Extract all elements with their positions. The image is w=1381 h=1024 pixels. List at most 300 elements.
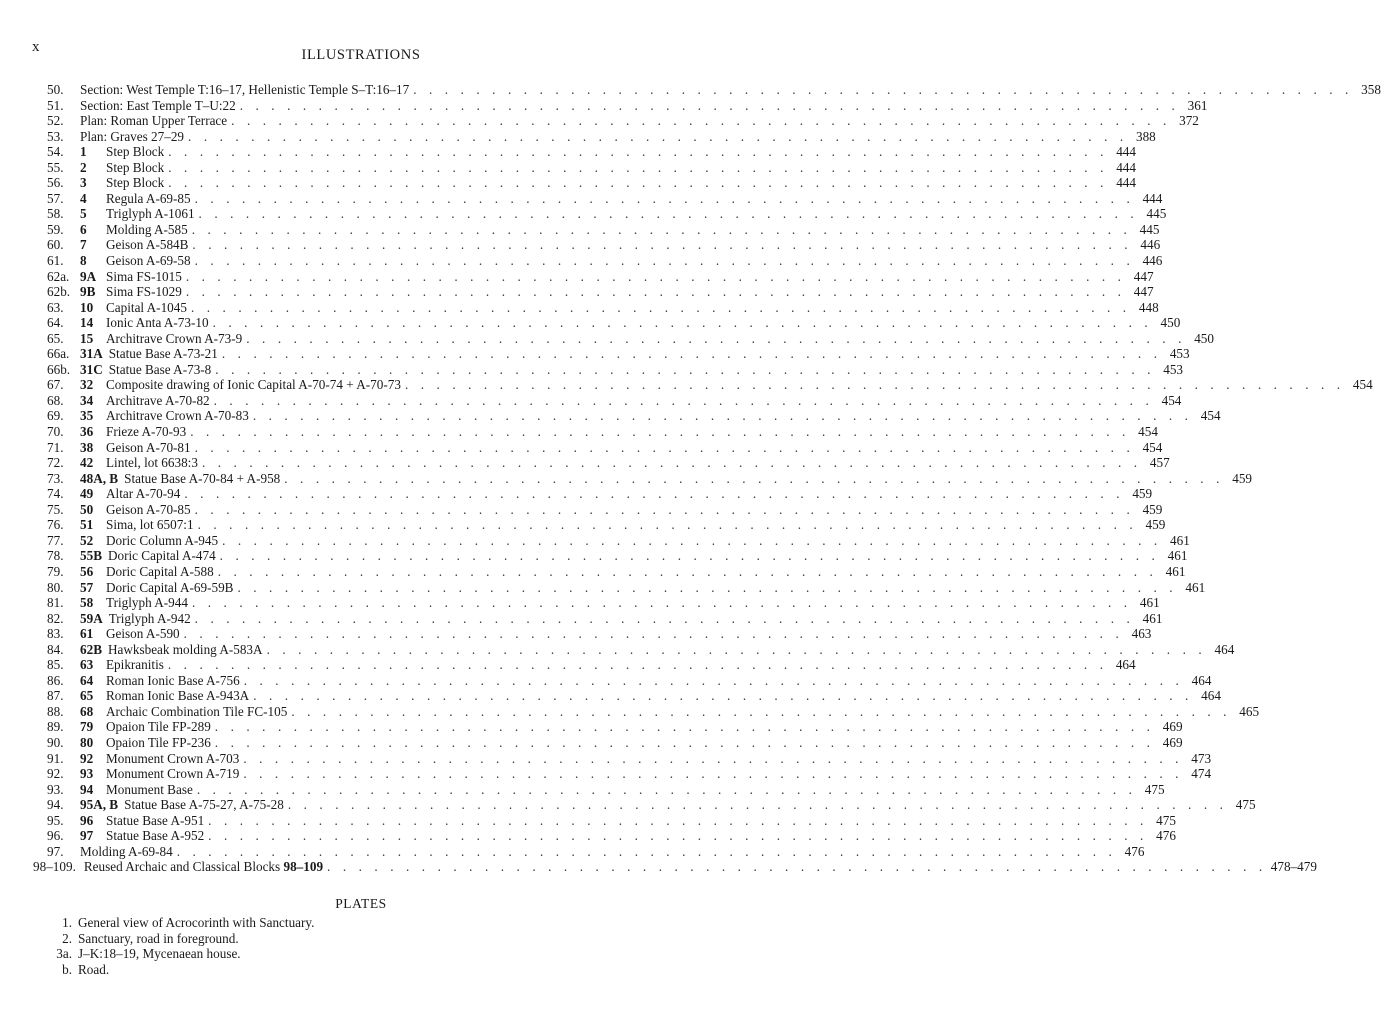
entry-page: 475 — [1156, 812, 1176, 828]
entry-title — [80, 237, 188, 253]
entry-title — [80, 440, 191, 456]
catalogue-number: 63 — [80, 657, 94, 673]
toc-entry — [47, 330, 1214, 347]
entry-text: Geison A-70-81 — [106, 439, 191, 455]
catalogue-number: 52 — [80, 532, 94, 548]
catalogue-number: 6 — [80, 221, 87, 237]
plate-caption: General view of Acrocorinth with Sanctuary. — [78, 915, 315, 930]
dot-leader: . . . . . . . . . . . . . . . . . . . . . . . . . . . . . . . . . . . . . . . . . . . . . . . . . . . . . . . . . . . . — [266, 641, 1207, 657]
dot-leader: . . . . . . . . . . . . . . . . . . . . . . . . . . . . . . . . . . . . . . . . . . . . . . . . . . . . . . . . . . . . — [243, 766, 1184, 782]
plate-number: b. — [62, 961, 72, 977]
entry-number: 54. — [47, 144, 64, 160]
plate-entry — [52, 931, 314, 947]
dot-leader: . . . . . . . . . . . . . . . . . . . . . . . . . . . . . . . . . . . . . . . . . . . . . . . . . . . . . . . . . . . . — [194, 439, 1135, 455]
entry-title — [80, 408, 249, 424]
toc-entry — [47, 377, 1373, 393]
entry-page: 465 — [1239, 703, 1260, 719]
dot-leader: . . . . . . . . . . . . . . . . . . . . . . . . . . . . . . . . . . . . . . . . . . . . . . . . . . . . . . . . . . . . — [168, 159, 1108, 175]
entry-text: Molding A-69-84 — [80, 843, 173, 859]
page-number: x — [32, 39, 40, 55]
entry-text: Statue Base A-73-8 — [108, 361, 212, 377]
dot-leader: . . . . . . . . . . . . . . . . . . . . . . . . . . . . . . . . . . . . . . . . . . . . . . . . . . . . . . . . . . . . — [188, 128, 1128, 144]
entry-text: Step Block — [106, 144, 165, 160]
catalogue-number: 31A — [80, 346, 103, 362]
entry-number: 68. — [47, 392, 64, 408]
entry-title — [80, 626, 180, 642]
entry-title — [84, 859, 323, 875]
entry-text: Geison A-69-58 — [106, 253, 191, 269]
dot-leader: . . . . . . . . . . . . . . . . . . . . . . . . . . . . . . . . . . . . . . . . . . . . . . . . . . . . . . . . . . . . — [194, 190, 1135, 206]
entry-number: 77. — [47, 532, 64, 548]
entry-text: Statue Base A-70-84 + A-958 — [124, 470, 281, 486]
entry-number: 76. — [47, 517, 64, 533]
entry-page: 446 — [1140, 237, 1161, 253]
entry-text: Monument Crown A-703 — [106, 750, 240, 766]
entry-title — [80, 735, 211, 751]
entry-text: Statue Base A-73-21 — [108, 346, 218, 362]
catalogue-number: 3 — [80, 175, 87, 191]
dot-leader: . . . . . . . . . . . . . . . . . . . . . . . . . . . . . . . . . . . . . . . . . . . . . . . . . . . . . . . . . . . . — [287, 797, 1228, 813]
toc-entry — [47, 346, 1190, 362]
catalogue-number: 31C — [80, 361, 103, 377]
plates-list — [52, 915, 314, 977]
catalogue-number: 51 — [80, 517, 94, 533]
dot-leader: . . . . . . . . . . . . . . . . . . . . . . . . . . . . . . . . . . . . . . . . . . . . . . . . . . . . . . . . . . . . — [214, 719, 1155, 735]
catalogue-number: 62B — [80, 641, 102, 657]
entry-text: Geison A-590 — [106, 626, 180, 642]
entry-title — [80, 191, 191, 207]
catalogue-number: 9A — [80, 268, 97, 284]
entry-title — [80, 502, 191, 518]
catalogue-number: 79 — [80, 719, 94, 735]
entry-number: 96. — [47, 828, 64, 844]
entry-title — [80, 129, 184, 145]
toc-entry — [47, 828, 1176, 844]
toc-entry — [47, 548, 1188, 564]
toc-entry — [47, 82, 1381, 98]
entry-text: Doric Capital A-474 — [107, 548, 216, 564]
catalogue-number: 80 — [80, 734, 94, 750]
catalogue-number: 58 — [80, 595, 94, 611]
dot-leader: . . . . . . . . . . . . . . . . . . . . . . . . . . . . . . . . . . . . . . . . . . . . . . . . . . . . . . . . . . . . — [196, 781, 1137, 797]
entry-title — [80, 766, 239, 782]
entry-page: 475 — [1144, 781, 1165, 797]
toc-entry — [47, 703, 1260, 720]
catalogue-number: 4 — [80, 190, 87, 206]
entry-page: 450 — [1160, 315, 1181, 331]
catalogue-number: 98–109 — [283, 859, 324, 875]
entry-title — [80, 206, 195, 222]
entry-title — [80, 533, 218, 549]
entry-text: Reused Archaic and Classical Blocks — [83, 859, 281, 875]
entry-title — [80, 611, 191, 627]
toc-entry — [47, 424, 1158, 440]
entry-page: 461 — [1167, 548, 1188, 564]
toc-entry — [47, 175, 1136, 191]
entry-page: 475 — [1235, 797, 1256, 813]
entry-page: 464 — [1201, 688, 1221, 704]
dot-leader: . . . . . . . . . . . . . . . . . . . . . . . . . . . . . . . . . . . . . . . . . . . . . . . . . . . . . . . . . . . . — [291, 703, 1232, 719]
dot-leader: . . . . . . . . . . . . . . . . . . . . . . . . . . . . . . . . . . . . . . . . . . . . . . . . . . . . . . . . . . . . — [253, 688, 1193, 704]
entry-number: 98–109. — [33, 859, 76, 875]
running-head: ILLUSTRATIONS — [301, 47, 421, 63]
entry-page: 358 — [1361, 82, 1381, 97]
entry-title — [80, 548, 216, 564]
entry-text: Step Block — [106, 159, 165, 175]
entry-page: 474 — [1191, 766, 1212, 782]
entry-page: 459 — [1232, 470, 1252, 486]
toc-entry — [47, 113, 1199, 129]
catalogue-number: 14 — [80, 315, 94, 331]
entry-text: Architrave Crown A-73-9 — [106, 330, 243, 346]
entry-number: 67. — [47, 377, 64, 393]
entry-title — [80, 517, 194, 533]
entry-number: 72. — [47, 455, 64, 471]
entry-number: 56. — [47, 175, 64, 191]
entry-title — [80, 424, 186, 440]
entry-number: 53. — [47, 128, 64, 144]
entry-number: 86. — [47, 672, 64, 688]
entry-page: 447 — [1133, 284, 1154, 300]
toc-entry — [47, 361, 1184, 378]
plate-caption: J–K:18–19, Mycenaean house. — [78, 946, 241, 962]
dot-leader: . . . . . . . . . . . . . . . . . . . . . . . . . . . . . . . . . . . . . . . . . . . . . . . . . . . . . . . . . . . . — [184, 486, 1125, 502]
entry-title — [80, 595, 188, 611]
entry-page: 464 — [1115, 657, 1136, 673]
entry-text: Roman Ionic Base A-943A — [106, 688, 250, 704]
entry-page: 445 — [1146, 206, 1167, 222]
entry-text: Sima FS-1029 — [106, 284, 182, 300]
dot-leader: . . . . . . . . . . . . . . . . . . . . . . . . . . . . . . . . . . . . . . . . . . . . . . . . . . . . . . . . . . . . — [213, 392, 1154, 408]
dot-leader: . . . . . . . . . . . . . . . . . . . . . . . . . . . . . . . . . . . . . . . . . . . . . . . . . . . . . . . . . . . . — [190, 299, 1131, 315]
entry-page: 469 — [1162, 734, 1183, 750]
entry-title — [80, 253, 191, 269]
entry-page: 450 — [1194, 330, 1214, 346]
entry-page: 461 — [1139, 595, 1160, 611]
catalogue-number: 64 — [80, 672, 94, 688]
catalogue-number: 65 — [80, 688, 94, 704]
toc-entry — [47, 299, 1159, 316]
entry-text: Opaion Tile FP-236 — [106, 734, 211, 750]
entry-title — [80, 160, 164, 176]
dot-leader: . . . . . . . . . . . . . . . . . . . . . . . . . . . . . . . . . . . . . . . . . . . . . . . . . . . . . . . . . . . . — [168, 144, 1108, 160]
entry-number: 91. — [47, 750, 64, 766]
toc-entry — [47, 626, 1152, 642]
plate-entry — [52, 946, 314, 962]
entry-text: Statue Base A-75-27, A-75-28 — [124, 797, 284, 813]
dot-leader: . . . . . . . . . . . . . . . . . . . . . . . . . . . . . . . . . . . . . . . . . . . . . . . . . . . . . . . . . . . . — [217, 563, 1158, 579]
dot-leader: . . . . . . . . . . . . . . . . . . . . . . . . . . . . . . . . . . . . . . . . . . . . . . . . . . . . . . . . . . . . — [237, 579, 1178, 595]
dot-leader: . . . . . . . . . . . . . . . . . . . . . . . . . . . . . . . . . . . . . . . . . . . . . . . . . . . . . . . . . . . . — [327, 859, 1267, 875]
entry-text: Doric Capital A-588 — [106, 563, 214, 579]
entry-page: 372 — [1179, 113, 1199, 129]
plate-entry — [52, 915, 314, 931]
entry-title — [80, 300, 187, 316]
dot-leader: . . . . . . . . . . . . . . . . . . . . . . . . . . . . . . . . . . . . . . . . . . . . . . . . . . . . . . . . . . . . — [176, 843, 1117, 859]
catalogue-number: 59A — [80, 610, 103, 626]
entry-page: 444 — [1142, 190, 1163, 206]
catalogue-number: 49 — [80, 486, 94, 502]
catalogue-number: 38 — [80, 439, 94, 455]
plate-entry — [52, 962, 314, 978]
entry-number: 80. — [47, 579, 64, 595]
entry-title — [80, 284, 182, 300]
entry-number: 60. — [47, 237, 64, 253]
entry-title — [80, 486, 180, 502]
entry-page: 461 — [1170, 532, 1190, 548]
entry-number: 78. — [47, 548, 64, 564]
dot-leader: . . . . . . . . . . . . . . . . . . . . . . . . . . . . . . . . . . . . . . . . . . . . . . . . . . . . . . . . . . . . — [413, 82, 1353, 97]
entry-number: 81. — [47, 595, 64, 611]
entry-page: 454 — [1138, 424, 1158, 440]
dot-leader: . . . . . . . . . . . . . . . . . . . . . . . . . . . . . . . . . . . . . . . . . . . . . . . . . . . . . . . . . . . . — [252, 408, 1193, 424]
entry-title — [80, 704, 287, 720]
entry-number: 55. — [47, 159, 64, 175]
toc-entry — [47, 812, 1176, 829]
entry-text: Section: West Temple T:16–17, Hellenistic Temple S–T:16–17 — [80, 82, 410, 97]
entry-number: 71. — [47, 439, 64, 455]
entry-page: 454 — [1352, 377, 1373, 393]
entry-text: Architrave A-70-82 — [106, 392, 210, 408]
entry-text: Triglyph A-1061 — [106, 206, 195, 222]
toc-entry — [47, 688, 1221, 704]
dot-leader: . . . . . . . . . . . . . . . . . . . . . . . . . . . . . . . . . . . . . . . . . . . . . . . . . . . . . . . . . . . . — [191, 221, 1132, 237]
entry-number: 75. — [47, 501, 64, 517]
entry-page: 444 — [1116, 159, 1136, 175]
entry-title — [80, 222, 188, 238]
entry-title — [80, 471, 280, 487]
entry-number: 66b. — [47, 361, 71, 377]
entry-text: Sima FS-1015 — [106, 268, 182, 284]
entry-page: 361 — [1187, 97, 1208, 113]
toc-entry — [47, 641, 1235, 658]
entry-title — [80, 455, 198, 471]
entry-title — [80, 98, 236, 114]
entry-page: 469 — [1162, 719, 1183, 735]
catalogue-number: 36 — [80, 424, 94, 440]
toc-entry — [47, 719, 1183, 735]
toc-entry — [47, 610, 1163, 627]
entry-number: 95. — [47, 812, 64, 828]
catalogue-number: 93 — [80, 766, 94, 782]
dot-leader: . . . . . . . . . . . . . . . . . . . . . . . . . . . . . . . . . . . . . . . . . . . . . . . . . . . . . . . . . . . . — [183, 626, 1124, 642]
entry-number: 89. — [47, 719, 64, 735]
dot-leader: . . . . . . . . . . . . . . . . . . . . . . . . . . . . . . . . . . . . . . . . . . . . . . . . . . . . . . . . . . . . — [194, 501, 1135, 517]
entry-text: Frieze A-70-93 — [106, 424, 187, 440]
entry-text: Statue Base A-952 — [106, 828, 205, 844]
entry-number: 70. — [47, 424, 64, 440]
toc-entry — [47, 672, 1212, 689]
entry-page: 476 — [1124, 843, 1145, 859]
catalogue-number: 57 — [80, 579, 94, 595]
dot-leader: . . . . . . . . . . . . . . . . . . . . . . . . . . . . . . . . . . . . . . . . . . . . . . . . . . . . . . . . . . . . — [167, 657, 1108, 673]
entry-text: Composite drawing of Ionic Capital A-70-74 + A-70-73 — [106, 377, 401, 393]
entry-text: Geison A-70-85 — [106, 501, 191, 517]
catalogue-number: 7 — [80, 237, 87, 253]
toc-entry — [47, 781, 1165, 798]
entry-number: 79. — [47, 563, 64, 579]
entry-number: 57. — [47, 190, 64, 206]
plate-caption: Road. — [78, 961, 110, 977]
entry-title — [80, 175, 164, 191]
entry-title — [80, 82, 409, 98]
entry-page: 453 — [1169, 346, 1190, 362]
entry-number: 88. — [47, 703, 64, 719]
entry-number: 73. — [47, 470, 64, 486]
catalogue-number: 97 — [80, 828, 94, 844]
dot-leader: . . . . . . . . . . . . . . . . . . . . . . . . . . . . . . . . . . . . . . . . . . . . . . . . . . . . . . . . . . . . — [222, 532, 1162, 548]
dot-leader: . . . . . . . . . . . . . . . . . . . . . . . . . . . . . . . . . . . . . . . . . . . . . . . . . . . . . . . . . . . . — [221, 346, 1162, 362]
entry-title — [80, 346, 218, 362]
entry-number: 83. — [47, 626, 64, 642]
dot-leader: . . . . . . . . . . . . . . . . . . . . . . . . . . . . . . . . . . . . . . . . . . . . . . . . . . . . . . . . . . . . — [198, 206, 1139, 222]
entry-text: Doric Capital A-69-59B — [106, 579, 234, 595]
entry-number: 74. — [47, 486, 64, 502]
entry-number: 94. — [47, 797, 64, 813]
dot-leader: . . . . . . . . . . . . . . . . . . . . . . . . . . . . . . . . . . . . . . . . . . . . . . . . . . . . . . . . . . . . — [284, 470, 1224, 486]
dot-leader: . . . . . . . . . . . . . . . . . . . . . . . . . . . . . . . . . . . . . . . . . . . . . . . . . . . . . . . . . . . . — [243, 750, 1184, 766]
entry-title — [80, 113, 227, 129]
entry-page: 459 — [1145, 517, 1166, 533]
toc-entry — [47, 284, 1154, 300]
entry-page: 448 — [1138, 299, 1159, 315]
dot-leader: . . . . . . . . . . . . . . . . . . . . . . . . . . . . . . . . . . . . . . . . . . . . . . . . . . . . . . . . . . . . — [192, 237, 1133, 253]
entry-text: Monument Base — [106, 781, 193, 797]
entry-number: 82. — [47, 610, 64, 626]
entry-title — [80, 315, 209, 331]
entry-text: Regula A-69-85 — [106, 190, 191, 206]
catalogue-number: 68 — [80, 703, 94, 719]
toc-entry — [33, 859, 1317, 875]
entry-number: 51. — [47, 97, 64, 113]
entry-title — [80, 564, 214, 580]
catalogue-number: 95A, B — [80, 797, 119, 813]
toc-entry — [47, 190, 1163, 207]
entry-text: Triglyph A-944 — [106, 595, 188, 611]
toc-entry — [47, 579, 1206, 596]
catalogue-number: 34 — [80, 392, 94, 408]
entry-page: 388 — [1135, 128, 1156, 144]
toc-entry — [47, 517, 1166, 533]
toc-entry — [47, 470, 1252, 487]
dot-leader: . . . . . . . . . . . . . . . . . . . . . . . . . . . . . . . . . . . . . . . . . . . . . . . . . . . . . . . . . . . . — [404, 377, 1345, 393]
catalogue-number: 2 — [80, 159, 87, 175]
dot-leader: . . . . . . . . . . . . . . . . . . . . . . . . . . . . . . . . . . . . . . . . . . . . . . . . . . . . . . . . . . . . — [185, 268, 1126, 284]
entry-title — [80, 580, 233, 596]
entry-text: Molding A-585 — [106, 221, 188, 237]
entry-number: 65. — [47, 330, 64, 346]
catalogue-number: 32 — [80, 377, 94, 393]
entry-page: 454 — [1142, 439, 1163, 455]
entry-text: Architrave Crown A-70-83 — [106, 408, 249, 424]
entry-page: 463 — [1131, 626, 1152, 642]
entry-title — [80, 657, 164, 673]
dot-leader: . . . . . . . . . . . . . . . . . . . . . . . . . . . . . . . . . . . . . . . . . . . . . . . . . . . . . . . . . . . . — [208, 828, 1148, 844]
entry-page: 446 — [1142, 253, 1163, 269]
catalogue-number: 8 — [80, 253, 87, 269]
entry-page: 444 — [1116, 144, 1136, 160]
dot-leader: . . . . . . . . . . . . . . . . . . . . . . . . . . . . . . . . . . . . . . . . . . . . . . . . . . . . . . . . . . . . — [219, 548, 1160, 564]
toc-entry — [47, 268, 1154, 285]
entry-number: 62a. — [47, 268, 70, 284]
toc-entry — [47, 237, 1161, 253]
entry-number: 93. — [47, 781, 64, 797]
entry-number: 85. — [47, 657, 64, 673]
entry-page: 461 — [1142, 610, 1163, 626]
dot-leader: . . . . . . . . . . . . . . . . . . . . . . . . . . . . . . . . . . . . . . . . . . . . . . . . . . . . . . . . . . . . — [168, 175, 1108, 191]
entry-title — [80, 673, 240, 689]
entry-title — [80, 362, 211, 378]
entry-number: 66a. — [47, 346, 70, 362]
entry-number: 87. — [47, 688, 64, 704]
catalogue-number: 5 — [80, 206, 87, 222]
entry-text: Capital A-1045 — [106, 299, 187, 315]
toc-entry — [47, 253, 1163, 269]
catalogue-number: 92 — [80, 750, 94, 766]
entry-text: Plan: Graves 27–29 — [80, 128, 185, 144]
toc-entry — [47, 159, 1136, 176]
entry-number: 92. — [47, 766, 64, 782]
entry-number: 84. — [47, 641, 64, 657]
dot-leader: . . . . . . . . . . . . . . . . . . . . . . . . . . . . . . . . . . . . . . . . . . . . . . . . . . . . . . . . . . . . — [239, 97, 1180, 113]
entry-text: Altar A-70-94 — [106, 486, 181, 502]
entry-text: Doric Column A-945 — [106, 532, 219, 548]
plate-number: 2. — [62, 930, 72, 946]
toc-entry — [47, 392, 1182, 409]
entry-page: 454 — [1200, 408, 1221, 424]
toc-entry — [47, 486, 1153, 502]
dot-leader: . . . . . . . . . . . . . . . . . . . . . . . . . . . . . . . . . . . . . . . . . . . . . . . . . . . . . . . . . . . . — [194, 253, 1135, 269]
entry-page: 464 — [1191, 672, 1212, 688]
entry-text: Triglyph A-942 — [108, 610, 191, 626]
catalogue-number: 42 — [80, 455, 94, 471]
entry-title — [80, 331, 242, 347]
entry-number: 59. — [47, 221, 64, 237]
dot-leader: . . . . . . . . . . . . . . . . . . . . . . . . . . . . . . . . . . . . . . . . . . . . . . . . . . . . . . . . . . . . — [185, 284, 1126, 300]
entry-number: 58. — [47, 206, 64, 222]
entry-text: Lintel, lot 6638:3 — [106, 455, 198, 471]
plate-number: 3a. — [56, 946, 72, 962]
entry-title — [80, 782, 193, 798]
toc-entry — [47, 455, 1170, 471]
dot-leader: . . . . . . . . . . . . . . . . . . . . . . . . . . . . . . . . . . . . . . . . . . . . . . . . . . . . . . . . . . . . — [212, 315, 1153, 331]
entry-text: Monument Crown A-719 — [106, 766, 240, 782]
toc-entry — [47, 144, 1136, 160]
entry-page: 478–479 — [1270, 859, 1317, 875]
entry-page: 461 — [1185, 579, 1206, 595]
catalogue-number: 94 — [80, 781, 94, 797]
entry-number: 50. — [47, 82, 64, 97]
catalogue-number: 35 — [80, 408, 94, 424]
entry-title — [80, 797, 284, 813]
entry-number: 62b. — [47, 284, 71, 300]
dot-leader: . . . . . . . . . . . . . . . . . . . . . . . . . . . . . . . . . . . . . . . . . . . . . . . . . . . . . . . . . . . . — [190, 424, 1130, 440]
toc-entry — [47, 734, 1183, 751]
entry-text: Ionic Anta A-73-10 — [106, 315, 209, 331]
entry-title — [80, 642, 263, 658]
toc-entry — [47, 657, 1136, 673]
entry-text: Step Block — [106, 175, 165, 191]
entry-title — [80, 377, 401, 393]
toc-entry — [47, 750, 1212, 767]
entry-title — [80, 813, 204, 829]
catalogue-number: 96 — [80, 812, 94, 828]
dot-leader: . . . . . . . . . . . . . . . . . . . . . . . . . . . . . . . . . . . . . . . . . . . . . . . . . . . . . . . . . . . . — [246, 330, 1186, 346]
entry-number: 61. — [47, 253, 64, 269]
illustrations-list — [33, 82, 1381, 875]
entry-text: Section: East Temple T–U:22 — [80, 97, 236, 113]
toc-entry — [47, 128, 1156, 145]
